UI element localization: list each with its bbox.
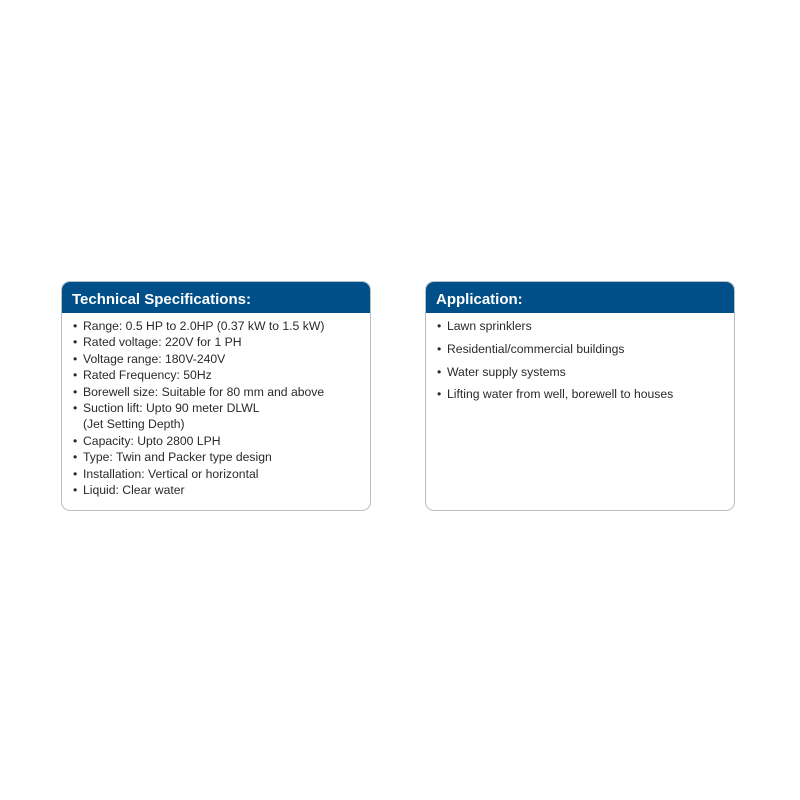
bullet-icon: • (437, 364, 442, 379)
spec-item-subtext: (Jet Setting Depth) (83, 417, 185, 432)
application-list (426, 313, 734, 402)
technical-specifications-card (61, 281, 371, 511)
spec-item-text: Range: 0.5 HP to 2.0HP (0.37 kW to 1.5 kW) (83, 319, 325, 333)
spec-item-text: Capacity: Upto 2800 LPH (83, 433, 221, 448)
bullet-icon: • (73, 384, 78, 399)
application-item (437, 386, 734, 402)
spec-item (73, 433, 370, 449)
spec-item (73, 351, 370, 367)
spec-item-text: Borewell size: Suitable for 80 mm and above (83, 384, 325, 399)
bullet-icon: • (73, 351, 78, 366)
bullet-icon: • (73, 483, 78, 498)
spec-item-text: Liquid: Clear water (83, 483, 185, 498)
bullet-icon: • (437, 319, 442, 333)
bullet-icon: • (73, 401, 78, 416)
spec-item (73, 318, 370, 334)
application-item-text: Lawn sprinklers (447, 319, 532, 333)
application-item-text: Water supply systems (447, 364, 566, 379)
spec-item-text: Rated Frequency: 50Hz (83, 368, 212, 383)
application-item-text: Lifting water from well, borewell to houses (447, 387, 674, 402)
bullet-icon: • (73, 450, 78, 465)
application-item (437, 318, 734, 334)
application-item (437, 364, 734, 380)
bullet-icon: • (437, 341, 442, 356)
spec-item (73, 449, 370, 465)
spec-item (73, 384, 370, 400)
technical-specifications-list (62, 313, 370, 498)
spec-item (73, 466, 370, 482)
spec-item-text: Suction lift: Upto 90 meter DLWL (83, 401, 260, 416)
bullet-icon: • (73, 466, 78, 481)
application-item (437, 341, 734, 357)
bullet-icon: • (73, 433, 78, 448)
spec-item (73, 482, 370, 498)
spec-item (73, 367, 370, 383)
technical-specifications-title: Technical Specifications: (62, 282, 370, 313)
application-title: Application: (426, 282, 734, 313)
bullet-icon: • (73, 319, 78, 333)
application-item-text: Residential/commercial buildings (447, 341, 625, 356)
bullet-icon: • (73, 368, 78, 383)
spec-item-text: Voltage range: 180V-240V (83, 351, 226, 366)
spec-item-text: Rated voltage: 220V for 1 PH (83, 335, 242, 350)
application-card (425, 281, 735, 511)
spec-item-text: Type: Twin and Packer type design (83, 450, 272, 465)
spec-item-text: Installation: Vertical or horizontal (83, 466, 259, 481)
spec-item (73, 334, 370, 350)
bullet-icon: • (73, 335, 78, 350)
bullet-icon: • (437, 387, 442, 402)
spec-item (73, 400, 370, 433)
